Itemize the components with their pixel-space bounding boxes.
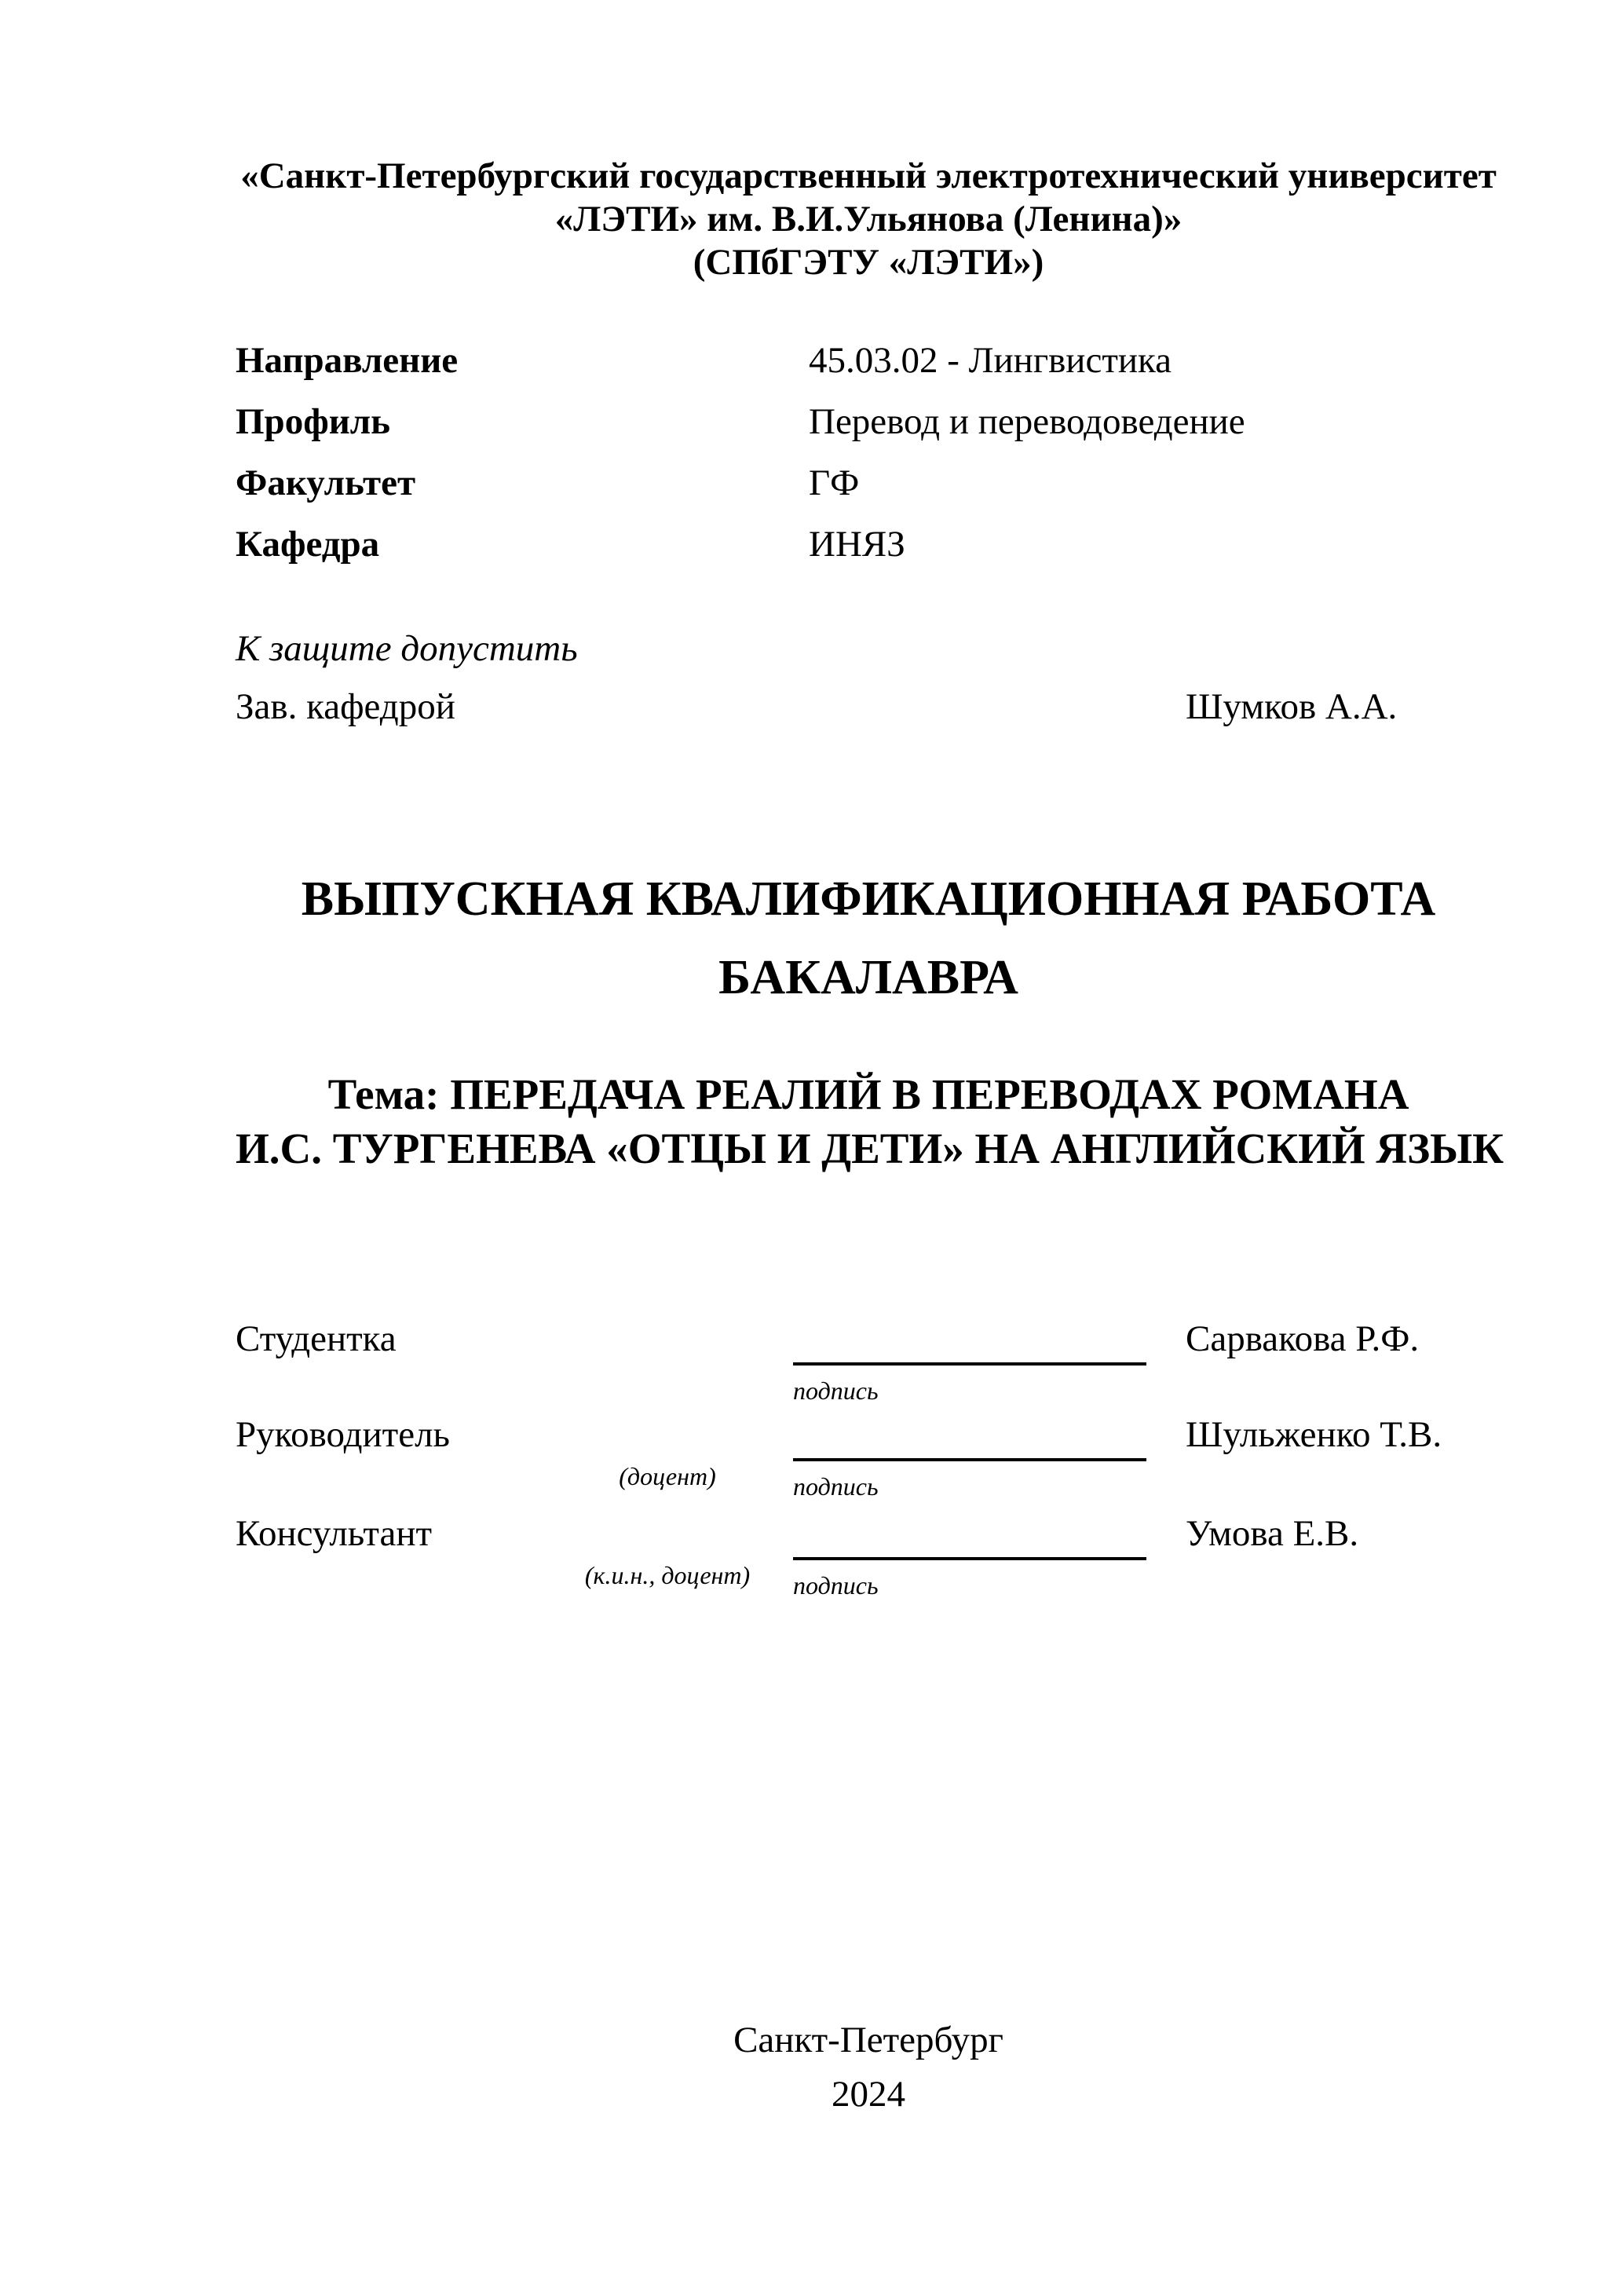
department-head-label: Зав. кафедрой bbox=[236, 686, 455, 727]
department-head-name: Шумков А.А. bbox=[1186, 686, 1398, 727]
signature-position-consultant: (к.и.н., доцент) bbox=[584, 1561, 751, 1589]
signature-line-student bbox=[793, 1362, 1146, 1409]
field-label-department: Кафедра bbox=[236, 524, 380, 565]
field-label-direction: Направление bbox=[236, 340, 459, 381]
footer-year: 2024 bbox=[832, 2074, 905, 2115]
field-row-profile bbox=[236, 391, 1501, 452]
signature-line-consultant bbox=[793, 1557, 1146, 1604]
work-title bbox=[236, 860, 1501, 1017]
university-name-line-1: «Санкт-Петербургский государственный электротехнический университет bbox=[240, 155, 1497, 196]
topic-line-1: Тема: ПЕРЕДАЧА РЕАЛИЙ В ПЕРЕВОДАХ РОМАНА bbox=[327, 1070, 1409, 1118]
signature-row-student bbox=[236, 1317, 1501, 1415]
field-row-faculty bbox=[236, 452, 1501, 514]
work-title-line-1: ВЫПУСКНАЯ КВАЛИФИКАЦИОННАЯ РАБОТА bbox=[301, 872, 1436, 926]
signature-caption-student: подпись bbox=[793, 1377, 879, 1405]
signature-position-supervisor: (доцент) bbox=[619, 1462, 716, 1490]
field-value-department: ИНЯЗ bbox=[809, 524, 905, 565]
signature-name-student: Сарвакова Р.Ф. bbox=[1186, 1318, 1420, 1359]
department-head-row bbox=[236, 685, 1501, 729]
signature-name-consultant: Умова Е.В. bbox=[1186, 1513, 1359, 1554]
field-label-profile: Профиль bbox=[236, 401, 391, 442]
field-label-faculty: Факультет bbox=[236, 462, 416, 503]
admission-note: К защите допустить bbox=[236, 628, 578, 669]
signature-line-supervisor bbox=[793, 1458, 1146, 1505]
field-row-department bbox=[236, 514, 1501, 575]
signature-row-consultant bbox=[236, 1512, 1501, 1610]
signature-name-supervisor: Шульженко Т.В. bbox=[1186, 1414, 1442, 1455]
signature-row-supervisor bbox=[236, 1413, 1501, 1511]
field-value-profile: Перевод и переводоведение bbox=[809, 401, 1245, 442]
signature-caption-consultant: подпись bbox=[793, 1571, 879, 1600]
footer-city: Санкт-Петербург bbox=[733, 2020, 1003, 2060]
topic-title bbox=[236, 1067, 1504, 1175]
university-name-line-2: «ЛЭТИ» им. В.И.Ульянова (Ленина)» bbox=[554, 199, 1183, 239]
work-title-line-2: БАКАЛАВРА bbox=[718, 951, 1018, 1004]
signature-role-student: Студентка bbox=[236, 1318, 397, 1359]
university-header bbox=[236, 155, 1501, 284]
signature-role-consultant: Консультант bbox=[236, 1513, 433, 1554]
signature-caption-supervisor: подпись bbox=[793, 1472, 879, 1501]
topic-line-2: И.С. ТУРГЕНЕВА «ОТЦЫ И ДЕТИ» НА АНГЛИЙСКИЙ ЯЗЫК bbox=[236, 1124, 1504, 1172]
university-abbreviation: (СПбГЭТУ «ЛЭТИ») bbox=[693, 242, 1044, 283]
signature-role-supervisor: Руководитель bbox=[236, 1414, 450, 1455]
field-row-direction bbox=[236, 330, 1501, 391]
field-value-direction: 45.03.02 - Лингвистика bbox=[809, 340, 1172, 381]
program-fields bbox=[236, 330, 1501, 575]
field-value-faculty: ГФ bbox=[809, 462, 860, 503]
